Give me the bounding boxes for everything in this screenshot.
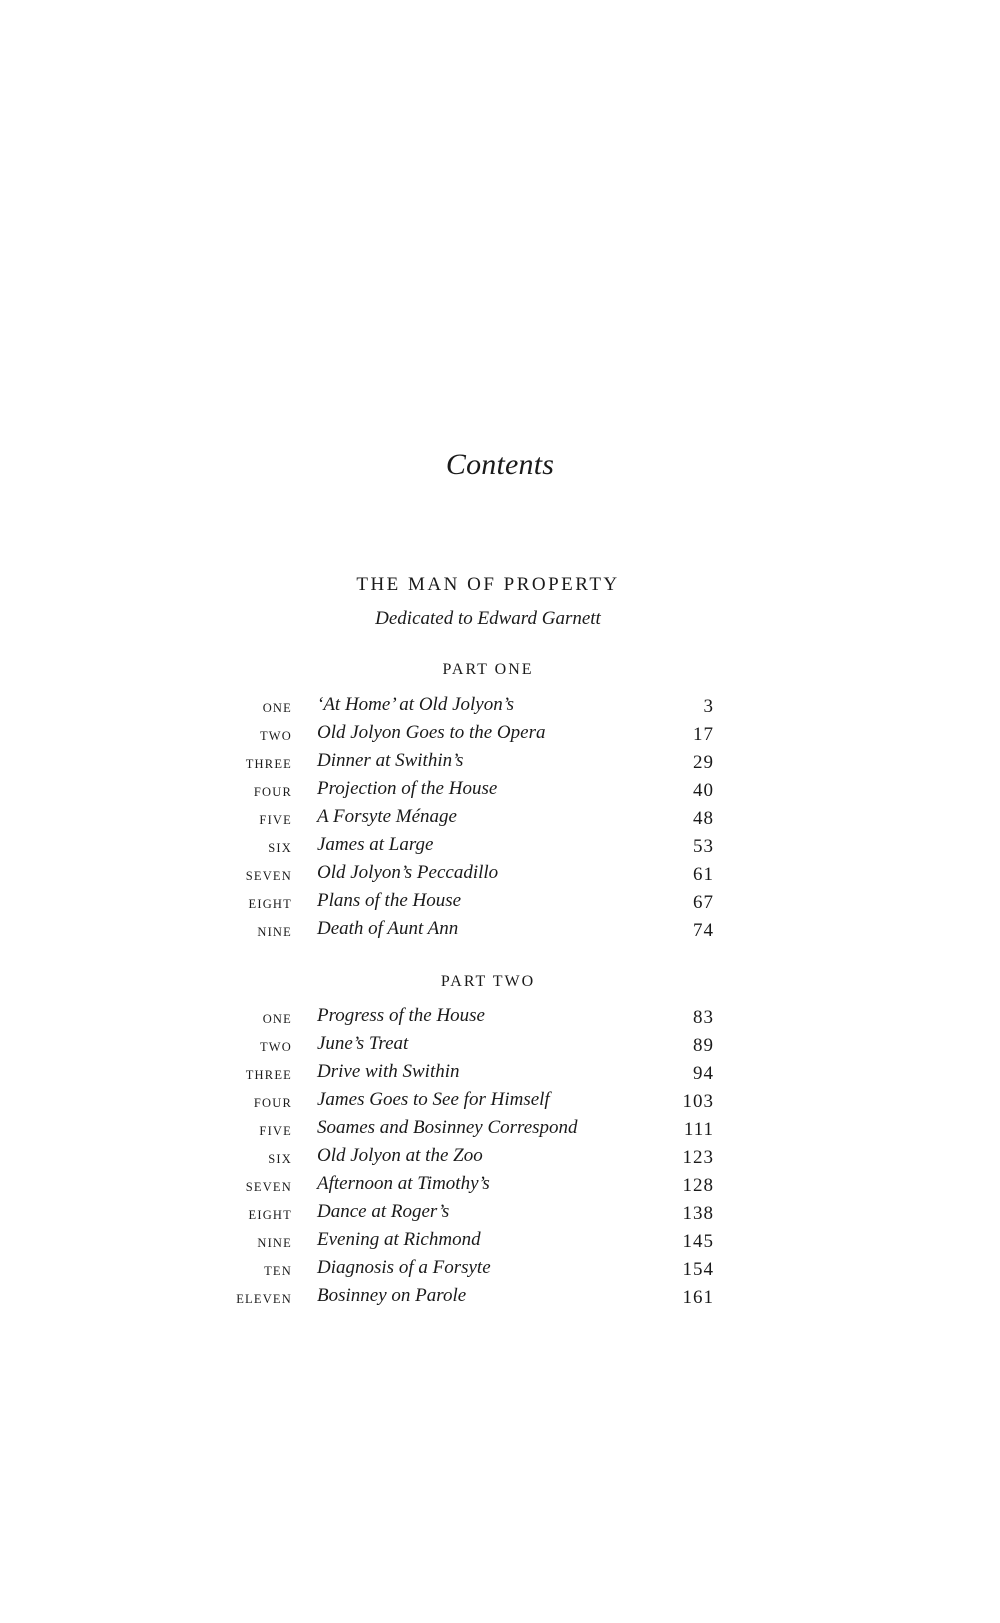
chapter-title: Evening at Richmond [317, 1229, 481, 1250]
chapter-number: SEVEN [245, 869, 292, 883]
toc-entry [0, 1145, 1000, 1173]
chapter-number: THREE [245, 1068, 292, 1082]
chapter-title: James Goes to See for Himself [317, 1089, 550, 1110]
chapter-number: FIVE [259, 1124, 292, 1138]
chapter-page-number: 154 [682, 1259, 714, 1280]
chapter-page-number: 61 [693, 864, 714, 885]
chapter-title: Dinner at Swithin’s [317, 750, 464, 771]
chapter-page-number: 48 [693, 808, 714, 829]
chapter-page-number: 40 [693, 780, 714, 801]
toc-entry [0, 1089, 1000, 1117]
chapter-page-number: 138 [682, 1203, 714, 1224]
chapter-title: Afternoon at Timothy’s [317, 1173, 490, 1194]
chapter-number: NINE [257, 1236, 292, 1250]
chapter-number: TEN [264, 1264, 292, 1278]
part-one-heading: PART ONE [442, 661, 534, 678]
toc-entry [0, 1117, 1000, 1145]
chapter-number: FIVE [259, 813, 292, 827]
page-title: Contents [445, 448, 555, 481]
chapter-page-number: 145 [682, 1231, 714, 1252]
chapter-title: ‘At Home’ at Old Jolyon’s [317, 694, 515, 715]
chapter-page-number: 53 [693, 836, 714, 857]
chapter-title: James at Large [317, 834, 434, 855]
chapter-number: TWO [259, 1040, 292, 1054]
toc-entry [0, 862, 1000, 890]
toc-entry [0, 1061, 1000, 1089]
toc-entry [0, 918, 1000, 946]
toc-entry [0, 1257, 1000, 1285]
chapter-title: June’s Treat [317, 1033, 409, 1054]
chapter-number: FOUR [253, 785, 292, 799]
chapter-number: ONE [262, 701, 292, 715]
chapter-page-number: 123 [682, 1147, 714, 1168]
chapter-number: NINE [257, 925, 292, 939]
chapter-number: SIX [268, 1152, 292, 1166]
toc-entry [0, 1033, 1000, 1061]
chapter-title: Plans of the House [317, 890, 462, 911]
toc-entry [0, 694, 1000, 722]
chapter-title: Progress of the House [317, 1005, 485, 1026]
chapter-title: Bosinney on Parole [317, 1285, 467, 1306]
chapter-title: Diagnosis of a Forsyte [317, 1257, 491, 1278]
chapter-number: EIGHT [248, 897, 292, 911]
chapter-page-number: 29 [693, 752, 714, 773]
toc-entry [0, 1229, 1000, 1257]
part-one-chapter-list [0, 694, 1000, 946]
chapter-page-number: 111 [683, 1119, 714, 1140]
toc-entry [0, 890, 1000, 918]
chapter-page-number: 3 [703, 696, 714, 717]
chapter-page-number: 67 [693, 892, 714, 913]
chapter-page-number: 74 [693, 920, 714, 941]
chapter-page-number: 128 [682, 1175, 714, 1196]
chapter-page-number: 83 [693, 1007, 714, 1028]
toc-entry [0, 778, 1000, 806]
chapter-title: Old Jolyon Goes to the Opera [317, 722, 546, 743]
chapter-number: THREE [245, 757, 292, 771]
chapter-title: Old Jolyon at the Zoo [317, 1145, 483, 1166]
toc-entry [0, 722, 1000, 750]
toc-entry [0, 806, 1000, 834]
chapter-title: Soames and Bosinney Correspond [317, 1117, 578, 1138]
toc-entry [0, 750, 1000, 778]
book-title: THE MAN OF PROPERTY [356, 574, 620, 595]
chapter-number: EIGHT [248, 1208, 292, 1222]
chapter-title: Drive with Swithin [317, 1061, 460, 1082]
part-two-chapter-list [0, 1005, 1000, 1313]
part-two-heading: PART TWO [440, 973, 536, 990]
chapter-number: TWO [259, 729, 292, 743]
chapter-title: Old Jolyon’s Peccadillo [317, 862, 499, 883]
chapter-title: Dance at Roger’s [317, 1201, 450, 1222]
chapter-page-number: 89 [693, 1035, 714, 1056]
dedication: Dedicated to Edward Garnett [375, 608, 601, 629]
chapter-number: ELEVEN [236, 1292, 292, 1306]
toc-entry [0, 1201, 1000, 1229]
chapter-number: SIX [268, 841, 292, 855]
chapter-number: ONE [262, 1012, 292, 1026]
chapter-title: A Forsyte Ménage [317, 806, 457, 827]
chapter-page-number: 94 [693, 1063, 714, 1084]
toc-entry [0, 1285, 1000, 1313]
chapter-page-number: 17 [693, 724, 714, 745]
toc-entry [0, 1005, 1000, 1033]
chapter-number: FOUR [253, 1096, 292, 1110]
chapter-page-number: 161 [682, 1287, 714, 1308]
chapter-title: Death of Aunt Ann [317, 918, 459, 939]
chapter-page-number: 103 [682, 1091, 714, 1112]
toc-entry [0, 834, 1000, 862]
chapter-number: SEVEN [245, 1180, 292, 1194]
chapter-title: Projection of the House [317, 778, 498, 799]
toc-entry [0, 1173, 1000, 1201]
